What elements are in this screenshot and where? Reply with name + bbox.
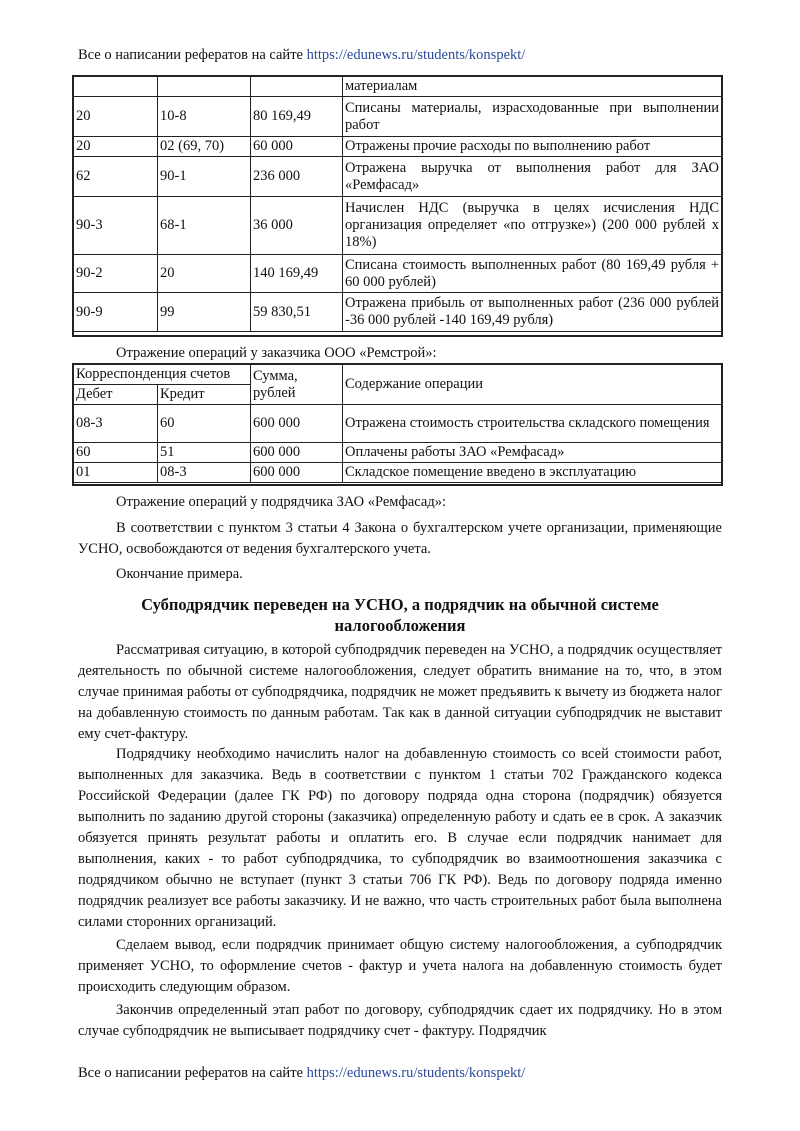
section-heading: Субподрядчик переведен на УСНО, а подрядчик на обычной системе налогообложения — [141, 595, 659, 635]
contractor-caption: Отражение операций у подрядчика ЗАО «Ремфасад»: — [116, 494, 447, 510]
body-paragraph-2: Подрядчику необходимо начислить налог на добавленную стоимость со всей стоимости работ, выполненных для заказчика. Ведь в соответствии с пунктом 1 статьи 702 Гражданского кодекса Российской Федерации (далее ГК РФ) по договору подряда одна сторона (подрядчик) обязуется выполнить по заданию другой стороны (заказчика) определенную работу и сдать ее в срок. А заказчик обязуется принять результат работы и оплатить его. В случае если подрядчик нанимает для выполнения, каких - то работ субподрядчика, то субподрядчик во взаимоотношения заказчика с подрядчиком обычно не вступает (пункт 3 статьи 706 ГК РФ). Ведь по договору подряда именно подрядчик реализует все работы заказчику. И не важно, что часть строительных работ была выполнена силами сторонних организаций. — [78, 746, 722, 930]
body-paragraph-1: Рассматривая ситуацию, в которой субподрядчик переведен на УСНО, а подрядчик осуществляет деятельность по обычной системе налогообложения, следует обратить внимание на то, что, в этом случае принимая работы от субподрядчика, подрядчик не может предъявить к вычету из бюджета налог на добавленную стоимость по данным работам. Так как в данной ситуации субподрядчик не выставит ему счет-фактуру. — [78, 642, 722, 742]
credit-cell: 02 (69, 70) — [158, 137, 251, 157]
credit-cell: 99 — [158, 293, 251, 332]
sum-cell: 600 000 — [251, 443, 343, 463]
credit-cell: 20 — [158, 255, 251, 293]
table-row — [74, 463, 722, 483]
entries-table-contractor — [73, 76, 722, 332]
sum-cell: 60 000 — [251, 137, 343, 157]
table-header-row — [74, 365, 722, 385]
page-header — [78, 47, 525, 64]
debit-cell: 90-2 — [74, 255, 158, 293]
content-cell: Отражена прибыль от выполненных работ (236 000 рублей -36 000 рублей -140 169,49 рубля) — [343, 293, 722, 332]
content-cell: Списана стоимость выполненных работ (80 169,49 рубля + 60 000 рублей) — [343, 255, 722, 293]
table-row — [74, 255, 722, 293]
debit-cell: 08-3 — [74, 405, 158, 443]
table-row — [74, 97, 722, 137]
customer-caption: Отражение операций у заказчика ООО «Ремстрой»: — [116, 345, 437, 361]
sum-cell — [251, 77, 343, 97]
content-cell: материалам — [343, 77, 722, 97]
sum-cell: 140 169,49 — [251, 255, 343, 293]
debit-cell: 90-9 — [74, 293, 158, 332]
content-cell: Оплачены работы ЗАО «Ремфасад» — [343, 443, 722, 463]
footer-site-link[interactable]: https://edunews.ru/students/konspekt/ — [306, 1065, 526, 1081]
table-row — [74, 405, 722, 443]
header-text: Все о написании рефератов на сайте — [78, 47, 303, 63]
debit-cell: 01 — [74, 463, 158, 483]
debit-cell: 60 — [74, 443, 158, 463]
debit-cell: 62 — [74, 157, 158, 197]
credit-cell: 68-1 — [158, 197, 251, 255]
content-cell: Отражена стоимость строительства складского помещения — [343, 405, 722, 443]
table-row — [74, 137, 722, 157]
body-paragraph-3: Сделаем вывод, если подрядчик принимает общую систему налогообложения, а субподрядчик применяет УСНО, то оформление счетов - фактур и учета налога на добавленную стоимость будет происходить следующим образом. — [78, 937, 722, 995]
debit-cell — [74, 77, 158, 97]
content-cell: Отражены прочие расходы по выполнению работ — [343, 137, 722, 157]
debit-cell: 20 — [74, 97, 158, 137]
table-row — [74, 293, 722, 332]
debit-cell: 20 — [74, 137, 158, 157]
debit-header: Дебет — [74, 385, 158, 405]
content-cell: Начислен НДС (выручка в целях исчисления НДС организация определяет «по отгрузке») (200 000 рублей х 18%) — [343, 197, 722, 255]
content-cell: Отражена выручка от выполнения работ для ЗАО «Ремфасад» — [343, 157, 722, 197]
sum-cell: 59 830,51 — [251, 293, 343, 332]
sum-cell: 600 000 — [251, 405, 343, 443]
credit-cell: 08-3 — [158, 463, 251, 483]
table-row — [74, 157, 722, 197]
sum-header: Сумма, рублей — [251, 365, 343, 405]
exemption-paragraph: В соответствии с пунктом 3 статьи 4 Закона о бухгалтерском учете организации, применяющие УСНО, освобождаются от ведения бухгалтерского учета. — [78, 520, 722, 557]
sum-cell: 36 000 — [251, 197, 343, 255]
table-row — [74, 77, 722, 97]
credit-cell: 51 — [158, 443, 251, 463]
sum-cell: 236 000 — [251, 157, 343, 197]
table-row — [74, 443, 722, 463]
body-paragraph-4: Закончив определенный этап работ по договору, субподрядчик сдает их подрядчику. Но в этом случае субподрядчик не выписывает подрядчику счет - фактуру. Подрядчик — [78, 1002, 722, 1039]
debit-cell: 90-3 — [74, 197, 158, 255]
credit-cell: 10-8 — [158, 97, 251, 137]
header-site-link[interactable]: https://edunews.ru/students/konspekt/ — [306, 47, 526, 63]
content-cell: Складское помещение введено в эксплуатацию — [343, 463, 722, 483]
sum-cell: 80 169,49 — [251, 97, 343, 137]
footer-text: Все о написании рефератов на сайте — [78, 1065, 303, 1081]
credit-cell — [158, 77, 251, 97]
entries-table-customer — [73, 364, 722, 483]
page-footer — [78, 1065, 525, 1082]
sum-cell: 600 000 — [251, 463, 343, 483]
content-cell: Списаны материалы, израсходованные при выполнении работ — [343, 97, 722, 137]
credit-cell: 90-1 — [158, 157, 251, 197]
example-end-text: Окончание примера. — [116, 566, 243, 582]
correspondence-header: Корреспонденция счетов — [74, 365, 251, 385]
content-header: Содержание операции — [343, 365, 722, 405]
table-row — [74, 197, 722, 255]
credit-cell: 60 — [158, 405, 251, 443]
credit-header: Кредит — [158, 385, 251, 405]
